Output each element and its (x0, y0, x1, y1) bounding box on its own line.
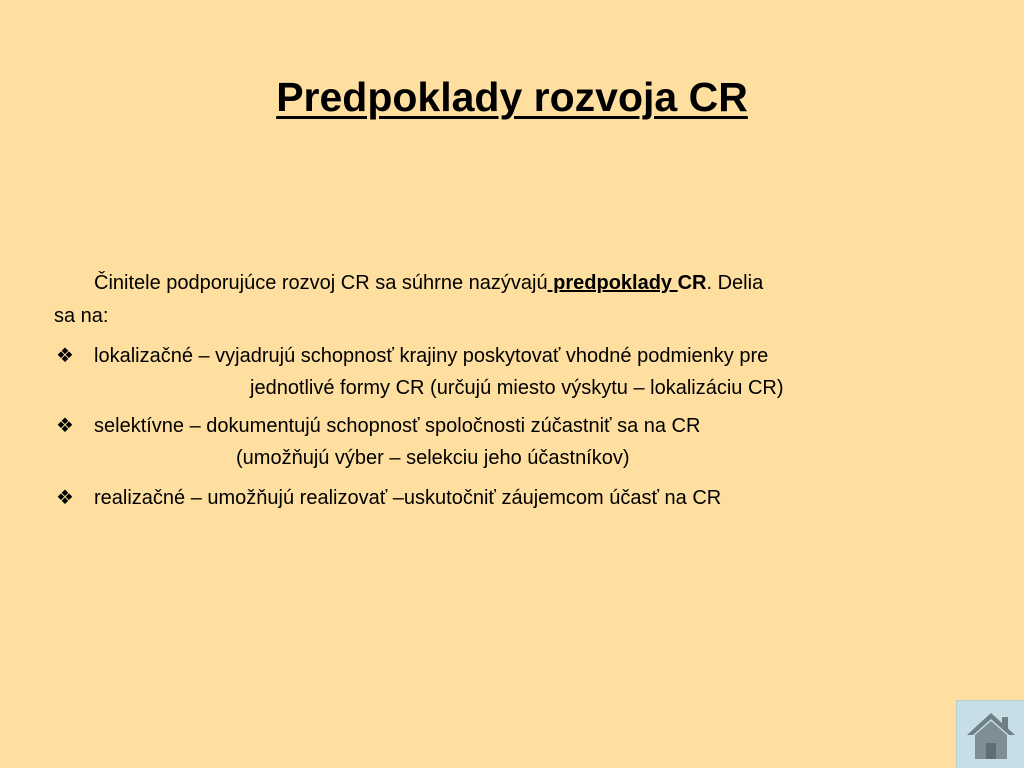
intro-keyword: CR (677, 272, 707, 294)
page-title: Predpoklady rozvoja CR (276, 74, 748, 120)
intro-text-end: . Delia (706, 272, 764, 294)
list-item (54, 483, 974, 513)
intro-paragraph-line2: sa na: (54, 305, 109, 327)
list-item-text: realizačné – umožňujú realizovať –uskutočniť záujemcom účasť na CR (94, 487, 722, 509)
list-item-text: selektívne – dokumentujú schopnosť spoločnosti zúčastniť sa na CR (94, 415, 701, 437)
list-item (54, 341, 974, 403)
home-icon (965, 709, 1017, 761)
diamond-bullet-icon: ❖ (56, 415, 74, 437)
intro-paragraph (54, 268, 974, 298)
home-button[interactable] (956, 700, 1024, 768)
predpoklady-link[interactable]: predpoklady (547, 272, 678, 294)
intro-text: Činitele podporujúce rozvoj CR sa súhrne nazývajú (94, 272, 548, 294)
list-item (54, 411, 974, 473)
slide-body (54, 268, 974, 513)
list-item-text: lokalizačné – vyjadrujú schopnosť krajiny poskytovať vhodné podmienky pre (94, 345, 769, 367)
diamond-bullet-icon: ❖ (56, 345, 74, 367)
list-item-text-continued: jednotlivé formy CR (určujú miesto výskytu – lokalizáciu CR) (250, 377, 784, 399)
list-item-text-continued: (umožňujú výber – selekciu jeho účastníkov) (236, 447, 630, 469)
diamond-bullet-icon: ❖ (56, 487, 74, 509)
